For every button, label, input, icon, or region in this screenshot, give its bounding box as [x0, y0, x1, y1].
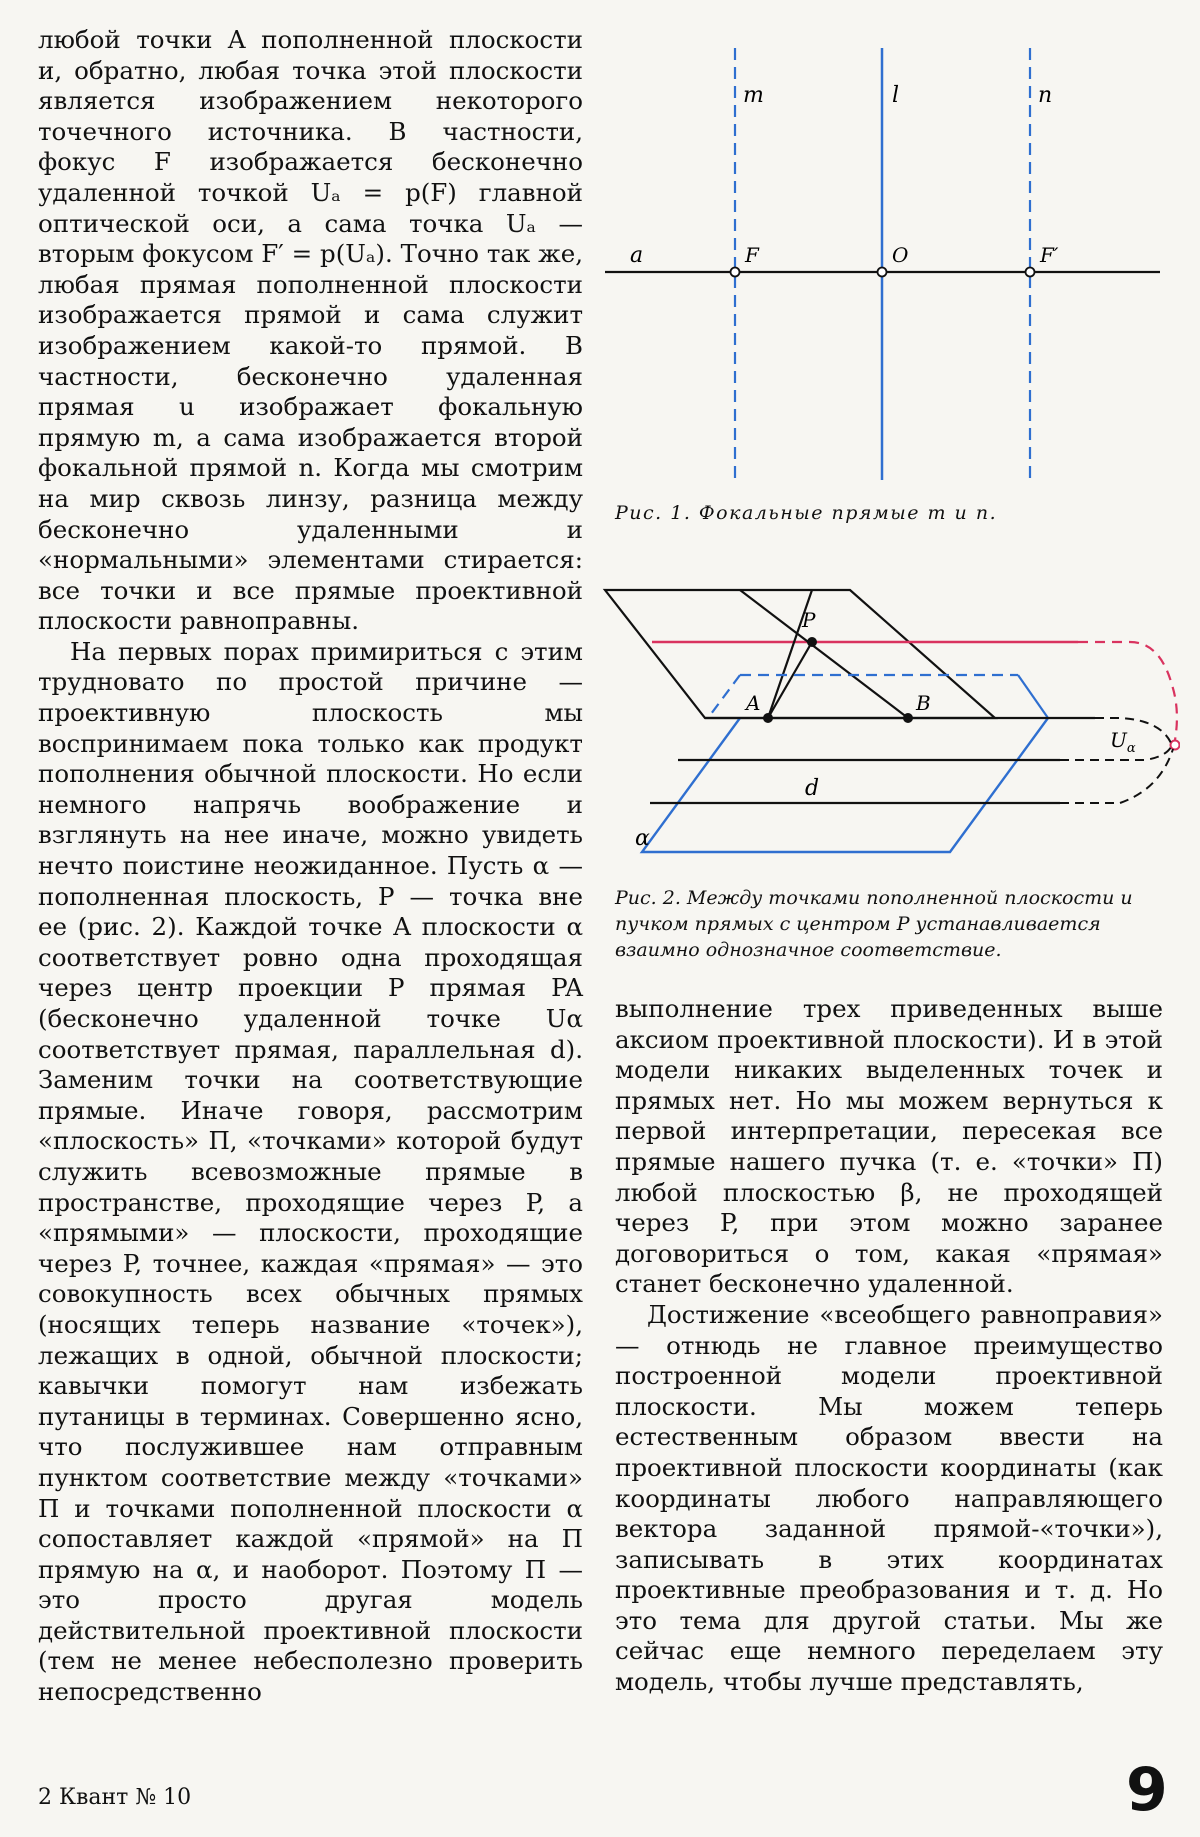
fig2-label-B: B — [916, 691, 931, 715]
left-column — [38, 25, 583, 1708]
fig2-plane-alpha-back-left — [708, 675, 740, 718]
fig1-label-l: l — [892, 83, 900, 108]
fig1-point-F — [731, 268, 740, 277]
fig2-point-P — [807, 637, 817, 647]
fig1-point-O — [878, 268, 887, 277]
fig2-point-B — [903, 713, 913, 723]
fig2-plane-alpha-back-right — [1018, 675, 1048, 718]
fig1-label-n: n — [1038, 83, 1053, 108]
figure-1-caption: Рис. 1. Фокальные прямые m и n. — [615, 502, 998, 524]
fig2-label-A: A — [746, 691, 761, 715]
figure-2 — [600, 575, 1180, 875]
fig2-line-PB — [740, 590, 908, 718]
left-paragraph-2: На первых порах примириться с этим трудновато по простой причине — проективную плоскость мы воспринимаем пока только как продукт пополнения обычной плоскости. Но если немного напрячь воображение и взглянуть на нее иначе, можно увидеть нечто поистине неожиданное. Пусть α — пополненная плоскость, P — точка вне ее (рис. 2). Каждой точке A плоскости α соответствует ровно одна проходящая через центр проекции P прямая PA (бесконечно удаленной точке Uα соответствует прямая, параллельная d). Заменим точки на соответствующие прямые. Иначе говоря, рассмотрим «плоскость» Π, «точками» которой будут служить всевозможные прямые в пространстве, проходящие через P, а «прямыми» — плоскости, проходящие через P, точнее, каждая «прямая» — это совокупность всех обычных прямых (носящих теперь название «точек»), лежащих в одной, обычной плоскости; кавычки помогут нам избежать путаницы в терминах. Совершенно ясно, что послужившее нам отправным пунктом соответствие между «точками» Π и точками пополненной плоскости α сопоставляет каждой «прямой» на Π прямую на α, и наоборот. Поэтому Π — это просто другая модель действительной проективной плоскости (тем не менее небесполезно проверить непосредственно — [38, 636, 583, 1707]
fig2-label-d: d — [805, 776, 820, 801]
right-column — [615, 994, 1163, 1698]
right-paragraph-2: Достижение «всеобщего равноправия» — отнюдь не главное преимущество построенной модели проективной плоскости. Мы можем теперь естественным образом ввести на проективной плоскости координаты (как координаты любого направляющего вектора заданной прямой-«точки»), записывать в этих координатах проективные преобразования и т. д. Но это тема для другой статьи. Мы же сейчас еще немного переделаем эту модель, чтобы лучше представлять, — [615, 1299, 1163, 1697]
fig2-upper-plane — [605, 590, 995, 718]
fig2-red-dashed-arc — [1078, 642, 1177, 740]
left-paragraph-1: любой точки A пополненной плоскости и, обратно, любая точка этой плоскости является изображением некоторого точечного источника. В частности, фокус F изображается бесконечно удаленной точкой Uₐ = p(F) главной оптической оси, а сама точка Uₐ — вторым фокусом F′ = p(Uₐ). Точно так же, любая прямая пополненной плоскости изображается прямой и сама служит изображением какой-то прямой. В частности, бесконечно удаленная прямая u изображает фокальную прямую m, а сама изображается второй фокальной прямой n. Когда мы смотрим на мир сквозь линзу, разница между бесконечно удаленными и «нормальными» элементами стирается: все точки и все прямые проективной плоскости равноправны. — [38, 25, 583, 636]
fig2-label-P: P — [802, 608, 816, 632]
fig1-label-O: O — [892, 243, 909, 267]
fig1-label-F: F — [745, 243, 759, 267]
fig2-label-alpha: α — [635, 826, 650, 851]
figure-2-caption: Рис. 2. Между точками пополненной плоскости и пучком прямых с центром P устанавливается взаимно однозначное соответствие. — [615, 887, 1133, 961]
page-number: 9 — [1126, 1755, 1168, 1825]
fig1-point-F-prime — [1026, 268, 1035, 277]
fig2-plane-alpha — [642, 718, 1048, 852]
right-paragraph-1: выполнение трех приведенных выше аксиом проективной плоскости). И в этой модели никаких выделенных точек и прямых нет. Но мы можем вернуться к первой интерпретации, пересекая все прямые нашего пучка (т. е. «точки» Π) любой плоскостью β, не проходящей через P, при этом можно заранее договориться о том, какая «прямая» станет бесконечно удаленной. — [615, 994, 1163, 1299]
fig2-point-U — [1171, 741, 1180, 750]
fig2-point-A — [763, 713, 773, 723]
fig2-label-U: $U_\alpha$ — [1110, 728, 1136, 756]
footer-signature: 2 Квант № 10 — [38, 1785, 192, 1810]
fig2-dashed-ext-1 — [1095, 718, 1171, 743]
fig1-label-m: m — [743, 83, 764, 108]
fig1-label-F-prime: F′ — [1040, 243, 1059, 267]
fig1-label-a: a — [630, 243, 644, 268]
figure-1 — [600, 40, 1170, 490]
